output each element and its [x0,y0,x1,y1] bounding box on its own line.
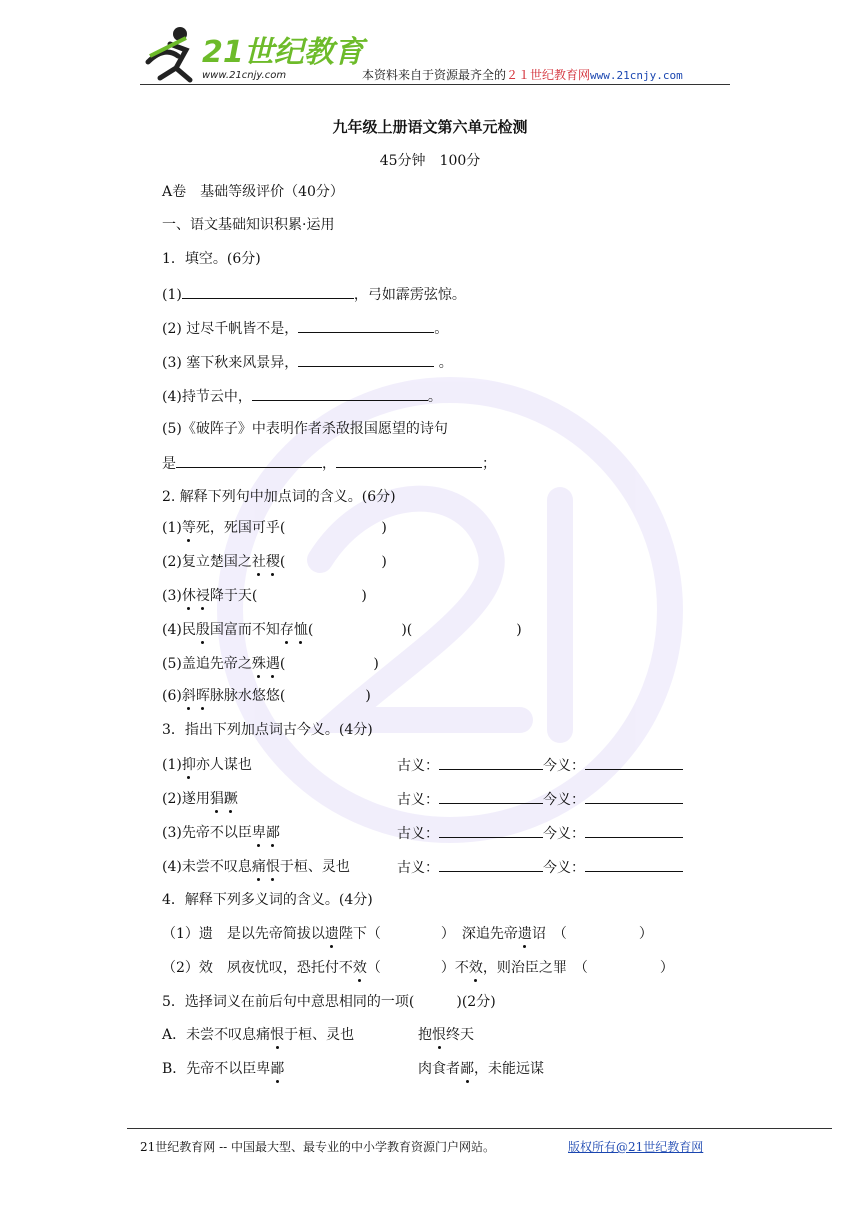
q3-row-3-answers: 古义： 今义： [397,823,683,844]
q3-row-1-answers: 古义： 今义： [397,755,683,776]
blank[interactable] [439,755,543,770]
q2-line-6: (6)斜晖脉脉水悠悠( ) [162,688,371,704]
q3-row-3: (3)先帝不以臣卑鄙 [162,825,280,841]
q2-line-2: (2)复立楚国之社稷( ) [162,554,387,570]
q2-line-5: (5)盖追先帝之殊遇( ) [162,656,379,672]
blank[interactable] [585,789,683,804]
q4-row-2: （2）效 夙夜忧叹，恐托付不效（ ）不效，则治臣之罪 （ ） [162,960,674,976]
q2-line-1: (1)等死，死国可乎( ) [162,520,387,536]
blank[interactable] [298,352,434,367]
blank[interactable] [585,857,683,872]
logo-url: www.21cnjy.com [202,70,287,81]
document-title: 九年级上册语文第六单元检测 [332,118,528,136]
q5-option-a-left[interactable]: A．未尝不叹息痛恨于桓、灵也 [162,1027,355,1043]
q5-option-b-left[interactable]: B．先帝不以臣卑鄙 [162,1061,285,1077]
q3-row-2: (2)遂用猖蹶 [162,791,238,807]
footer-copyright-link[interactable]: 版权所有@21世纪教育网 [568,1140,704,1154]
q5-option-a-right: 抱恨终天 [418,1027,474,1043]
blank[interactable] [585,823,683,838]
q1-item-2: (2) 过尽千帆皆不是， 。 [162,318,448,339]
q2-line-3: (3)休祲降于天( ) [162,588,367,604]
q1-item-4: (4)持节云中， 。 [162,386,442,407]
footer-tagline: 21世纪教育网 -- 中国最大型、最专业的中小学教育资源门户网站。 [140,1140,496,1154]
blank[interactable] [585,755,683,770]
blank[interactable] [336,453,482,468]
site-logo [140,20,364,90]
blank[interactable] [439,857,543,872]
blank[interactable] [176,453,322,468]
section-a-heading: A卷 基础等级评价（40分） [162,184,344,200]
header-site-name[interactable]: ２１世纪教育网 [506,68,591,82]
blank[interactable] [182,284,354,299]
footer-rule [127,1128,832,1129]
blank[interactable] [252,386,428,401]
q3-row-2-answers: 古义： 今义： [397,789,683,810]
q1-item-5-text: (5)《破阵子》中表明作者杀敌报国愿望的诗句 [162,421,448,437]
q5-option-b-right: 肉食者鄙，未能远谋 [418,1061,544,1077]
part-1-heading: 一、语文基础知识积累·运用 [162,217,335,233]
q5-label: 5．选择词义在前后句中意思相同的一项( )(2分) [162,994,496,1010]
header-url[interactable]: www.21cnjy.com [590,69,683,82]
document-subtitle: 45分钟 100分 [379,153,481,169]
q3-row-4-answers: 古义： 今义： [397,857,683,878]
header-rule [140,84,730,85]
q1-item-3: (3) 塞下秋来风景异， 。 [162,352,453,373]
blank[interactable] [439,789,543,804]
blank[interactable] [298,318,434,333]
q1-item-5-blanks: 是 ， ； [162,453,496,474]
q1-label: 1．填空。(6分) [162,251,261,267]
q1-item-1: (1) ，弓如霹雳弦惊。 [162,284,466,305]
header-source-note: 本资料来自于资源最齐全的２１世纪教育网www.21cnjy.com [362,68,683,82]
blank[interactable] [439,823,543,838]
q2-line-4: (4)民殷国富而不知存恤( )( ) [162,622,522,638]
q4-label: 4．解释下列多义词的含义。(4分) [162,892,373,908]
q3-label: 3．指出下列加点词古今义。(4分) [162,722,373,738]
q3-row-1: (1)抑亦人谋也 [162,757,252,773]
q3-row-4: (4)未尝不叹息痛恨于桓、灵也 [162,859,350,875]
q2-label: 2. 解释下列句中加点词的含义。(6分) [162,489,396,505]
logo-text: 21世纪教育 [202,35,364,70]
q4-row-1: （1）遗 是以先帝简拔以遗陛下（ ） 深追先帝遗诏 （ ） [162,926,653,942]
